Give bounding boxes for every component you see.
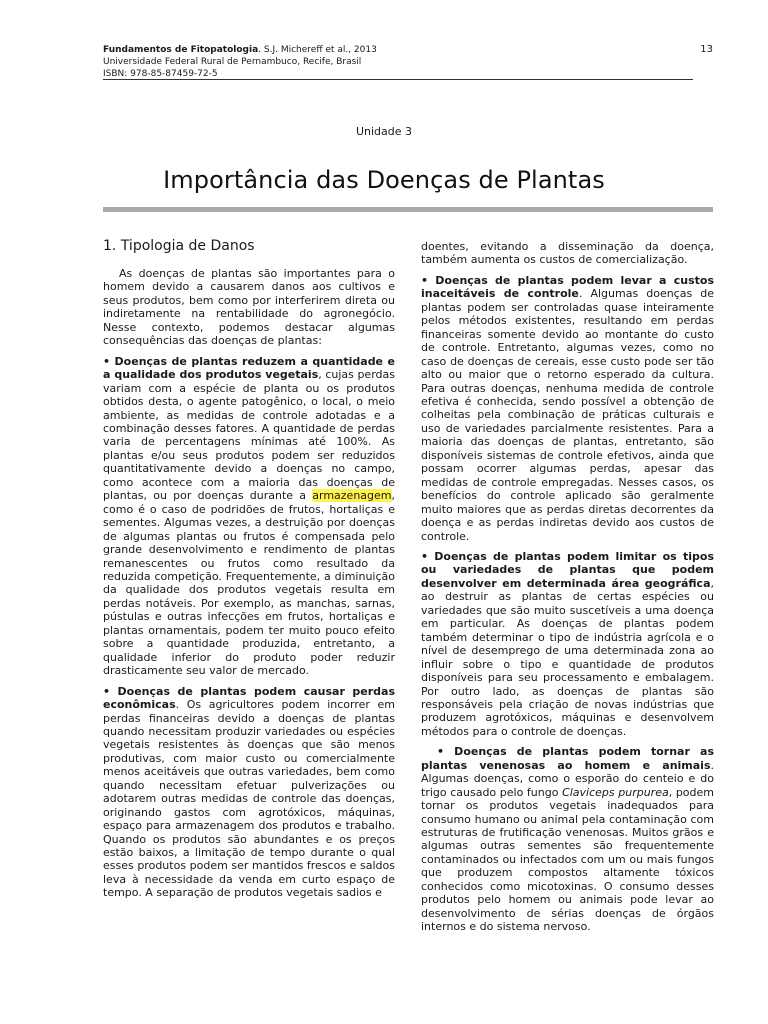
running-header bbox=[103, 44, 713, 80]
bullet-2-text: . Os agricultores podem incorrer em perdas financeiras devido a doenças de plantas quando necessitam produzir variedades ou espécies vegetais resistentes às doenças que são menos produtivas, com maior custo ou comercialmente menos aceitáveis que outras variedades, bem como quando necessitam efetuar pulverizações ou adotarem outras medidas de controle das doenças, originando gastos com agrotóxicos, máquinas, espaço para armazenagem dos produtos e trabalho. Quando os produtos são abundantes e os preços estão baixos, a limitação de tempo durante o qual esses produtos podem ser mantidos frescos e saldos leva à necessidade da venda em curto espaço de tempo. A separação de produtos vegetais sadios e bbox=[103, 698, 395, 900]
bullet-4-text: , ao destruir as plantas de certas espécies ou variedades que são muito suscetíveis a uma doença em particular. As doenças de plantas podem também determinar o tipo de indústria agrícola e o nível de desemprego de uma determinada zona ao influir sobre o tipo e quantidade de produtos disponíveis para seu processamento e embalagem. Por outro lado, as doenças de plantas são responsáveis pela criação de novas indústrias que produzem agrotóxicos, máquinas e desenvolvem métodos para o controle de doenças. bbox=[421, 576, 714, 738]
bullet-2-lead: • Doenças de plantas podem causar perdas econômicas bbox=[103, 684, 395, 712]
bullet-5-lead: • Doenças de plantas podem tornar as plantas venenosas ao homem e animais bbox=[421, 745, 714, 772]
header-rule bbox=[103, 79, 693, 80]
bullet-paragraph-5 bbox=[421, 745, 714, 933]
highlighted-word: armazenagem bbox=[312, 489, 392, 503]
chapter-title: Importância das Doenças de Plantas bbox=[163, 166, 605, 194]
book-title: Fundamentos de Fitopatologia bbox=[103, 45, 259, 55]
bullet-3-text: . Algumas doenças de plantas podem ser controladas quase inteiramente pelos métodos existentes, resultando em perdas financeiras somente devido ao montante do custo de controle. Entretanto, algumas vezes, como no caso de doenças de cereais, esse custo pode ser tão alto ou maior que o retorno esperado da cultura. Para outras doenças, nenhuma medida de controle efetiva é conhecida, sendo possível a obtenção de colheitas pela combinação de práticas culturais e uso de variedades parcialmente resistentes. Para a maioria das doenças de plantas, entretanto, são disponíveis sistemas de controle efetivos, ainda que possam ocorrer algumas perdas, apesar das medidas de controle empregadas. Nesses casos, os benefícios do controle aplicado são geralmente muito maiores que as perdas diretas decorrentes da doença e as perdas indiretas devido aos custos de controle. bbox=[421, 287, 715, 543]
bullet-1-text-cont: , como é o caso de podridões de frutos, hortaliças e sementes. Algumas vezes, a destruição por doenças de algumas plantas ou frutos é compensada pelo grande desenvolvimento e rendimento de plantas remanescentes ou frutos como resultado da reduzida competição. Frequentemente, a diminuição da qualidade dos produtos vegetais resulta em perdas notáveis. Por exemplo, as manchas, sarnas, pústulas e outras infecções em frutos, hortaliças e plantas ornamentais, podem ter muito pouco efeito sobre a quantidade produzida, entretanto, a qualidade inferior do produto poder reduzir drasticamente seu valor de mercado. bbox=[103, 489, 395, 678]
species-name: Claviceps purpurea bbox=[562, 785, 669, 799]
authors: . S.J. Michereff et al., 2013 bbox=[258, 45, 377, 55]
bullet-paragraph-1 bbox=[103, 355, 395, 678]
bullet-paragraph-3 bbox=[421, 274, 714, 543]
unit-label: Unidade 3 bbox=[355, 125, 413, 138]
left-column bbox=[103, 237, 395, 907]
bullet-paragraph-2 bbox=[103, 685, 395, 900]
isbn: ISBN: 978-85-87459-72-5 bbox=[103, 69, 218, 79]
citation-line bbox=[103, 44, 713, 56]
intro-paragraph: As doenças de plantas são importantes para o homem devido a causarem danos aos cultivos e seus produtos, bem como por interferirem direta ou indiretamente na rentabilidade do agronegócio. Nesse contexto, podemos destacar algumas consequências das doenças de plantas: bbox=[103, 267, 395, 348]
bullet-5-text-cont: , podem tornar os produtos vegetais inadequados para consumo humano ou animal pela contaminação com estruturas de frutificação venenosas. Muitos grãos e algumas outras sementes são frequentemente contaminados ou infectados com um ou mais fungos que produzem compostos altamente tóxicos conhecidos como micotoxinas. O consumo desses produtos pelo homem ou animais pode levar ao desenvolvimento de sérias doenças de órgãos internos e do sistema nervoso. bbox=[421, 785, 715, 934]
institution: Universidade Federal Rural de Pernambuco, Recife, Brasil bbox=[103, 57, 362, 67]
section-heading: 1. Tipologia de Danos bbox=[103, 238, 255, 254]
right-column bbox=[421, 240, 714, 941]
bullet-4-lead: • Doenças de plantas podem limitar os tipos ou variedades de plantas que podem desenvolver em determinada área geográfica bbox=[421, 549, 714, 590]
bullet-1-text: , cujas perdas variam com a espécie de planta ou os produtos obtidos desta, o agente patogênico, o local, o meio ambiente, as medidas de controle adotadas e a combinação desses fatores. A quantidade de perdas varia de percentagens mínimas até 100%. As plantas e/ou seus produtos podem ser reduzidos quantitativamente devido a doenças no campo, como acontece com a maioria das doenças de plantas, ou por doenças durante a bbox=[103, 368, 395, 503]
continued-paragraph: doentes, evitando a disseminação da doença, também aumenta os custos de comercialização. bbox=[421, 240, 714, 267]
bullet-3-lead: • Doenças de plantas podem levar a custos inaceitáveis de controle bbox=[421, 273, 714, 301]
bullet-paragraph-4 bbox=[421, 550, 714, 738]
bullet-5-text: . Algumas doenças, como o esporão do centeio e do trigo causado pelo fungo bbox=[421, 758, 714, 799]
page-number: 13 bbox=[700, 44, 713, 55]
bullet-1-lead: • Doenças de plantas reduzem a quantidade e a qualidade dos produtos vegetais bbox=[103, 354, 395, 382]
title-rule bbox=[103, 207, 713, 212]
